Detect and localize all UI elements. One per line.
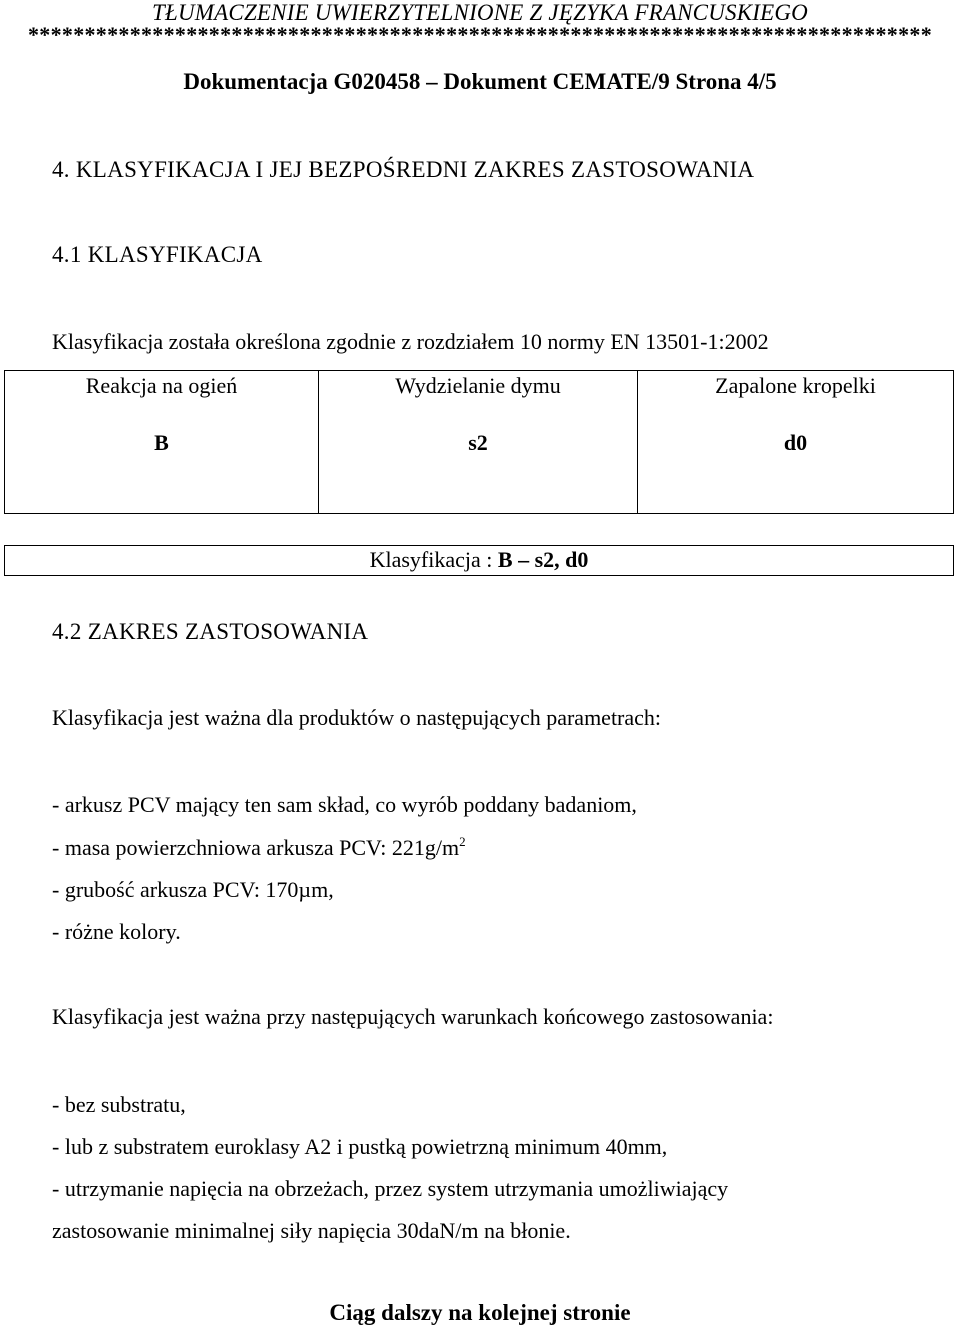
section-4-heading: 4. KLASYFIKACJA I JEJ BEZPOŚREDNI ZAKRES ZASTOSOWANIA	[52, 157, 755, 182]
column-header: Zapalone kropelki	[715, 373, 876, 398]
parameter-item: - grubość arkusza PCV: 170µm,	[52, 877, 334, 902]
summary-label: Klasyfikacja :	[369, 547, 498, 572]
column-value: d0	[783, 430, 808, 455]
conditions-intro: Klasyfikacja jest ważna przy następujących warunkach końcowego zastosowania:	[52, 1004, 774, 1029]
asterisk-divider: ********************************************************************************	[28, 22, 932, 47]
parameter-item: - różne kolory.	[52, 919, 181, 944]
superscript: 2	[459, 834, 466, 849]
table-column-droplets	[638, 371, 953, 513]
column-header: Reakcja na ogień	[85, 373, 238, 398]
column-value: s2	[468, 430, 488, 455]
table-column-reaction	[5, 371, 319, 513]
document-reference: Dokumentacja G020458 – Dokument CEMATE/9 Strona 4/5	[183, 69, 777, 94]
column-header: Wydzielanie dymu	[395, 373, 561, 398]
section-4-2-heading: 4.2 ZAKRES ZASTOSOWANIA	[52, 619, 369, 644]
table-column-smoke	[319, 371, 638, 513]
condition-item: - lub z substratem euroklasy A2 i pustką powietrzną minimum 40mm,	[52, 1134, 668, 1159]
condition-item: - bez substratu,	[52, 1092, 186, 1117]
parameter-item	[52, 834, 466, 861]
classification-intro: Klasyfikacja została określona zgodnie z rozdziałem 10 normy EN 13501-1:2002	[52, 329, 769, 354]
condition-item: zastosowanie minimalnej siły napięcia 30daN/m na błonie.	[52, 1218, 571, 1243]
classification-summary	[4, 545, 954, 576]
parameter-item: - arkusz PCV mający ten sam skład, co wyrób poddany badaniom,	[52, 792, 637, 817]
summary-value: B – s2, d0	[497, 547, 589, 572]
translation-header: TŁUMACZENIE UWIERZYTELNIONE Z JĘZYKA FRANCUSKIEGO	[152, 0, 808, 25]
section-4-1-heading: 4.1 KLASYFIKACJA	[52, 242, 263, 267]
parameters-intro: Klasyfikacja jest ważna dla produktów o następujących parametrach:	[52, 705, 662, 730]
continued-notice: Ciąg dalszy na kolejnej stronie	[329, 1300, 631, 1325]
column-value: B	[154, 430, 169, 455]
classification-table	[4, 370, 954, 514]
condition-item: - utrzymanie napięcia na obrzeżach, przez system utrzymania umożliwiający	[52, 1176, 729, 1201]
parameter-text: - masa powierzchniowa arkusza PCV: 221g/m	[52, 835, 460, 860]
